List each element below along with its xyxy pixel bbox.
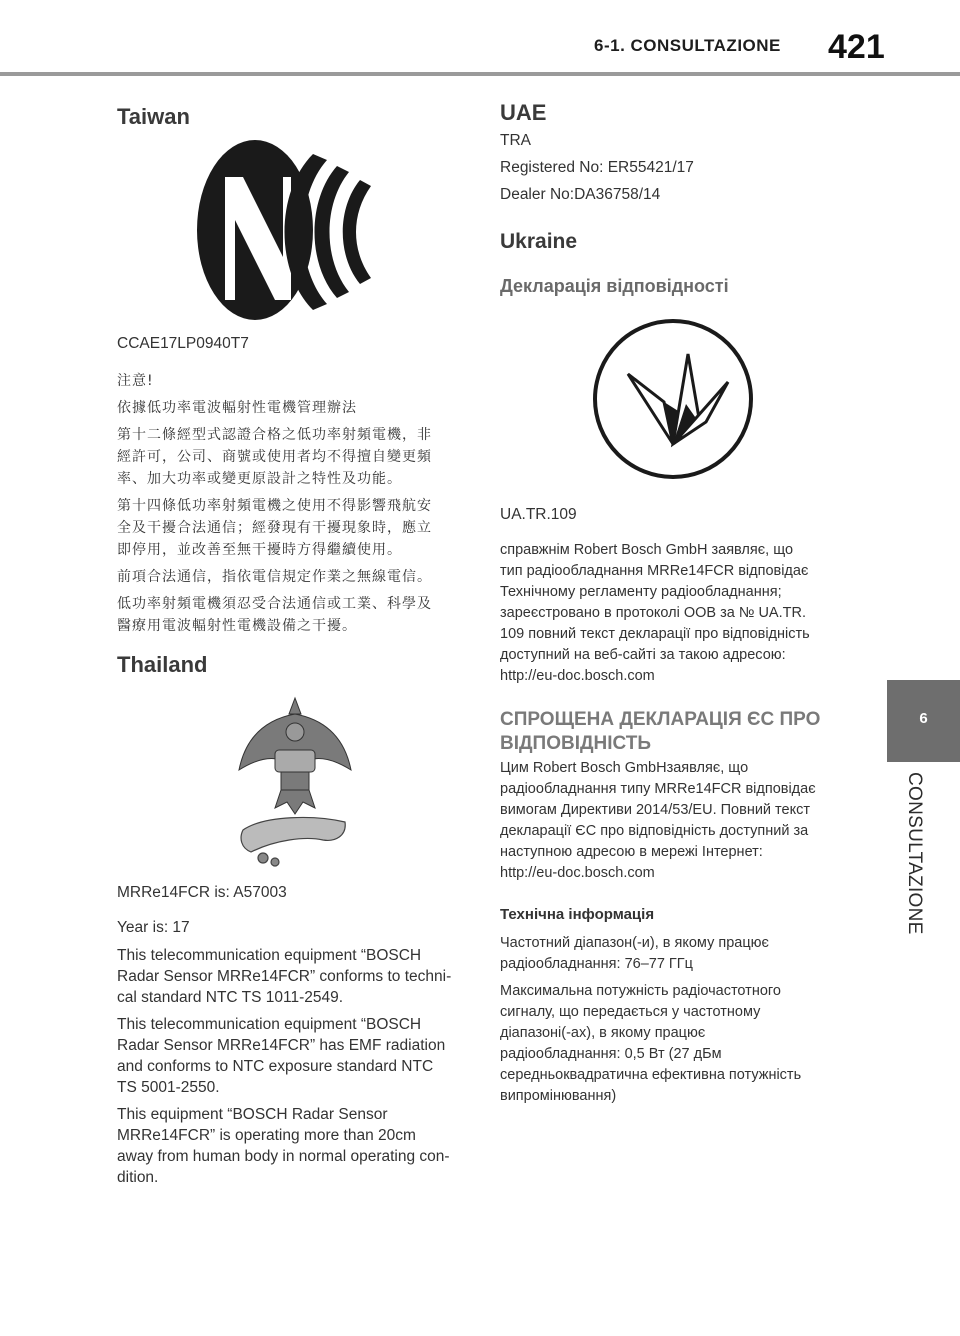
thailand-year: Year is: 17 [117, 919, 190, 936]
ukraine-para2-line-4: декларації ЄС про відповідність доступний за [500, 823, 809, 839]
ukraine-para2-link[interactable]: http://eu-doc.bosch.com [500, 865, 655, 881]
ukraine-para1-line-3: Технічному регламенту радіообладнання; [500, 584, 782, 600]
running-header-title: 6-1. CONSULTAZIONE [594, 36, 781, 55]
thailand-para3-line-3: away from human body in normal operating con- [117, 1148, 450, 1165]
thailand-para2-line-3: and conforms to NTC exposure standard NTC [117, 1058, 434, 1075]
taiwan-notice-line-10: 低功率射頻電機須忍受合法通信或工業、科學及 [117, 596, 432, 612]
ncc-logo-icon [195, 132, 385, 327]
ukraine-para2-line-3: вимогам Директиви 2014/53/EU. Повний текст [500, 802, 811, 818]
garuda-emblem-icon [235, 690, 355, 870]
ukraine-simplified-heading-line-1: СПРОЩЕНА ДЕКЛАРАЦІЯ ЄС ПРО [500, 709, 821, 730]
ukraine-declaration-heading: Декларація відповідності [500, 276, 729, 296]
header-rule [0, 72, 960, 76]
ukraine-para1-line-6: доступний на веб-сайті за такою адресою: [500, 647, 786, 663]
chapter-tab[interactable] [887, 680, 960, 762]
ukraine-para3-line-1: Частотний діапазон(-и), в якому працює [500, 935, 769, 951]
thailand-para3-line-1: This equipment “BOSCH Radar Sensor [117, 1106, 388, 1123]
ukraine-para1-line-2: тип радіообладнання MRRe14FCR відповідає [500, 563, 809, 579]
thailand-para3-line-4: dition. [117, 1169, 159, 1186]
ukraine-tech-heading: Технічна інформація [500, 906, 655, 923]
thailand-para1-line-3: cal standard NTC TS 1011-2549. [117, 989, 344, 1006]
ukraine-para4-line-3: діапазоні(-ах), в якому працює [500, 1025, 706, 1041]
ukraine-para4-line-6: випромінювання) [500, 1088, 617, 1104]
ukraine-simplified-heading-line-2: ВІДПОВІДНІСТЬ [500, 733, 652, 754]
thailand-para1-line-2: Radar Sensor MRRe14FCR” conforms to techni- [117, 968, 452, 985]
ukraine-para1-line-4: зареєстровано в протоколі OOB за № UA.TR. [500, 605, 806, 621]
thailand-para2-line-2: Radar Sensor MRRe14FCR” has EMF radiation [117, 1037, 446, 1054]
taiwan-notice-line-2: 依據低功率電波輻射性電機管理辦法 [117, 400, 357, 416]
page-number: 421 [828, 28, 885, 66]
thailand-para2-line-1: This telecommunication equipment “BOSCH [117, 1016, 422, 1033]
taiwan-notice-line-11: 醫療用電波輻射性電機設備之干擾。 [117, 618, 357, 634]
taiwan-heading: Taiwan [117, 104, 190, 129]
ukraine-para1-line-1: справжнім Robert Bosch GmbH заявляє, що [500, 542, 794, 558]
taiwan-notice-line-1: 注意! [117, 373, 154, 389]
ukrsepro-conformity-mark-icon [588, 314, 758, 484]
thailand-para1-line-1: This telecommunication equipment “BOSCH [117, 947, 422, 964]
taiwan-notice-line-3: 第十二條經型式認證合格之低功率射頻電機，非 [117, 427, 432, 443]
chapter-number: 6 [919, 710, 928, 727]
taiwan-notice-line-8: 即停用，並改善至無干擾時方得繼續使用。 [117, 542, 402, 558]
page-header [0, 0, 960, 78]
chapter-side-label [894, 772, 934, 972]
taiwan-code: CCAE17LP0940T7 [117, 335, 249, 352]
ukraine-code: UA.TR.109 [500, 506, 577, 523]
ukraine-heading: Ukraine [500, 230, 578, 253]
taiwan-notice-line-9: 前項合法通信，指依電信規定作業之無線電信。 [117, 569, 432, 585]
ukraine-para1-link[interactable]: http://eu-doc.bosch.com [500, 668, 655, 684]
ukraine-para1-line-5: 109 повний текст декларації про відповідність [500, 626, 810, 642]
chapter-side-label-text: CONSULTAZIONE [904, 772, 925, 935]
uae-heading: UAE [500, 100, 547, 125]
taiwan-notice-line-4: 經許可，公司、商號或使用者均不得擅自變更頻 [117, 449, 432, 465]
ukraine-para2-line-5: наступною адресою в мережі Інтернет: [500, 844, 763, 860]
taiwan-notice-line-6: 第十四條低功率射頻電機之使用不得影響飛航安 [117, 498, 432, 514]
uae-dealer-number: Dealer No:DA36758/14 [500, 186, 661, 203]
ukraine-para4-line-5: середньоквадратична ефективна потужність [500, 1067, 802, 1083]
thailand-para3-line-2: MRRe14FCR” is operating more than 20cm [117, 1127, 416, 1144]
ukraine-para4-line-2: сигналу, що передається у частотному [500, 1004, 761, 1020]
thailand-para2-line-4: TS 5001-2550. [117, 1079, 220, 1096]
ukraine-para2-line-1: Цим Robert Bosch GmbHзаявляє, що [500, 760, 749, 776]
ukraine-para4-line-4: радіообладнання: 0,5 Вт (27 дБм [500, 1046, 722, 1062]
thailand-heading: Thailand [117, 652, 208, 677]
ukraine-para3-line-2: радіообладнання: 76–77 ГГц [500, 956, 693, 972]
ukraine-para2-line-2: радіообладнання типу MRRe14FCR відповідає [500, 781, 816, 797]
taiwan-notice-line-7: 全及干擾合法通信；經發現有干擾現象時，應立 [117, 520, 432, 536]
taiwan-notice-line-5: 率、加大功率或變更原設計之特性及功能。 [117, 471, 402, 487]
uae-registered-number: Registered No: ER55421/17 [500, 159, 694, 176]
uae-authority: TRA [500, 132, 531, 149]
ukraine-para4-line-1: Максимальна потужність радіочастотного [500, 983, 781, 999]
thailand-registration: MRRe14FCR is: A57003 [117, 884, 287, 901]
